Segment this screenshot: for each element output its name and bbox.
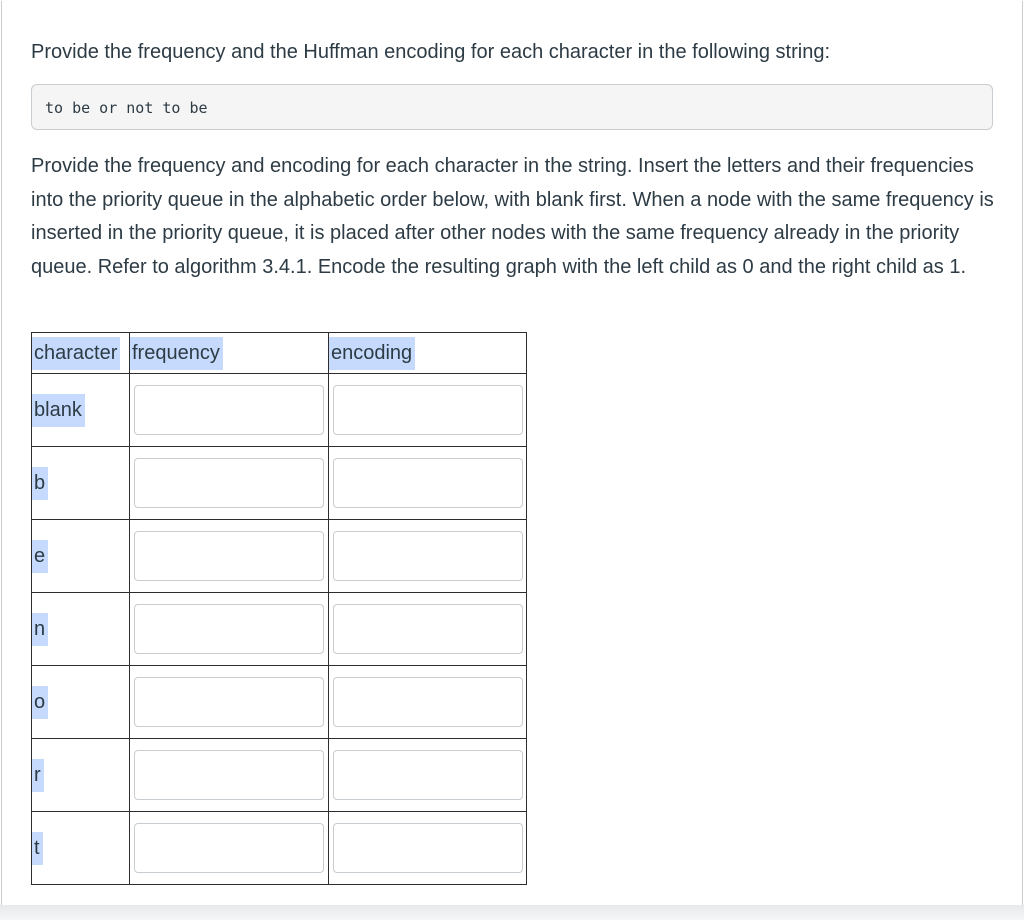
encoding-input-blank[interactable] bbox=[333, 385, 523, 435]
bottom-edge-shadow bbox=[0, 905, 1024, 920]
header-encoding-cell bbox=[329, 333, 527, 374]
character-label-b: b bbox=[32, 467, 48, 500]
character-cell bbox=[32, 812, 130, 885]
frequency-input-b[interactable] bbox=[134, 458, 324, 508]
frequency-cell bbox=[130, 374, 329, 447]
frequency-cell bbox=[130, 739, 329, 812]
header-frequency-cell bbox=[130, 333, 329, 374]
character-label-e: e bbox=[32, 540, 48, 573]
encoding-cell bbox=[329, 520, 527, 593]
frequency-cell bbox=[130, 447, 329, 520]
answer-table bbox=[31, 332, 527, 885]
header-character: character bbox=[32, 337, 120, 370]
character-cell bbox=[32, 739, 130, 812]
encoding-input-t[interactable] bbox=[333, 823, 523, 873]
encoding-cell bbox=[329, 812, 527, 885]
question-prompt: Provide the frequency and the Huffman encoding for each character in the following string: bbox=[31, 41, 830, 63]
table-row bbox=[32, 520, 527, 593]
encoding-cell bbox=[329, 447, 527, 520]
encoding-input-o[interactable] bbox=[333, 677, 523, 727]
header-encoding: encoding bbox=[329, 337, 415, 370]
table-row bbox=[32, 447, 527, 520]
character-cell bbox=[32, 520, 130, 593]
character-label-o: o bbox=[32, 686, 48, 719]
encoding-input-n[interactable] bbox=[333, 604, 523, 654]
encoding-input-b[interactable] bbox=[333, 458, 523, 508]
table-row bbox=[32, 374, 527, 447]
encoding-cell bbox=[329, 666, 527, 739]
encoding-input-e[interactable] bbox=[333, 531, 523, 581]
character-cell bbox=[32, 447, 130, 520]
header-character-cell bbox=[32, 333, 130, 374]
encoding-input-r[interactable] bbox=[333, 750, 523, 800]
frequency-input-o[interactable] bbox=[134, 677, 324, 727]
table-row bbox=[32, 666, 527, 739]
encoding-cell bbox=[329, 374, 527, 447]
table-row bbox=[32, 739, 527, 812]
frequency-input-t[interactable] bbox=[134, 823, 324, 873]
encoding-cell bbox=[329, 739, 527, 812]
frequency-input-blank[interactable] bbox=[134, 385, 324, 435]
character-cell bbox=[32, 666, 130, 739]
table-row bbox=[32, 812, 527, 885]
frequency-cell bbox=[130, 593, 329, 666]
character-label-t: t bbox=[32, 832, 43, 865]
character-label-blank: blank bbox=[32, 394, 85, 427]
frequency-input-n[interactable] bbox=[134, 604, 324, 654]
frequency-cell bbox=[130, 666, 329, 739]
code-string-box: to be or not to be bbox=[31, 84, 993, 130]
encoding-cell bbox=[329, 593, 527, 666]
character-label-r: r bbox=[32, 759, 44, 792]
frequency-cell bbox=[130, 520, 329, 593]
character-cell bbox=[32, 374, 130, 447]
header-frequency: frequency bbox=[130, 337, 223, 370]
character-label-n: n bbox=[32, 613, 48, 646]
frequency-input-e[interactable] bbox=[134, 531, 324, 581]
question-card bbox=[1, 1, 1023, 906]
question-instructions: Provide the frequency and encoding for each character in the string. Insert the letters and their frequencies into the priority queue in the alphabetic order below, with blank first. When a node with the same frequency is inserted in the priority queue, it is placed after other nodes with the same frequency already in the priority queue. Refer to algorithm 3.4.1. Encode the resulting graph with the left child as 0 and the right child as 1. bbox=[31, 155, 994, 278]
character-cell bbox=[32, 593, 130, 666]
frequency-cell bbox=[130, 812, 329, 885]
frequency-input-r[interactable] bbox=[134, 750, 324, 800]
table-row bbox=[32, 593, 527, 666]
header-row bbox=[32, 333, 527, 374]
